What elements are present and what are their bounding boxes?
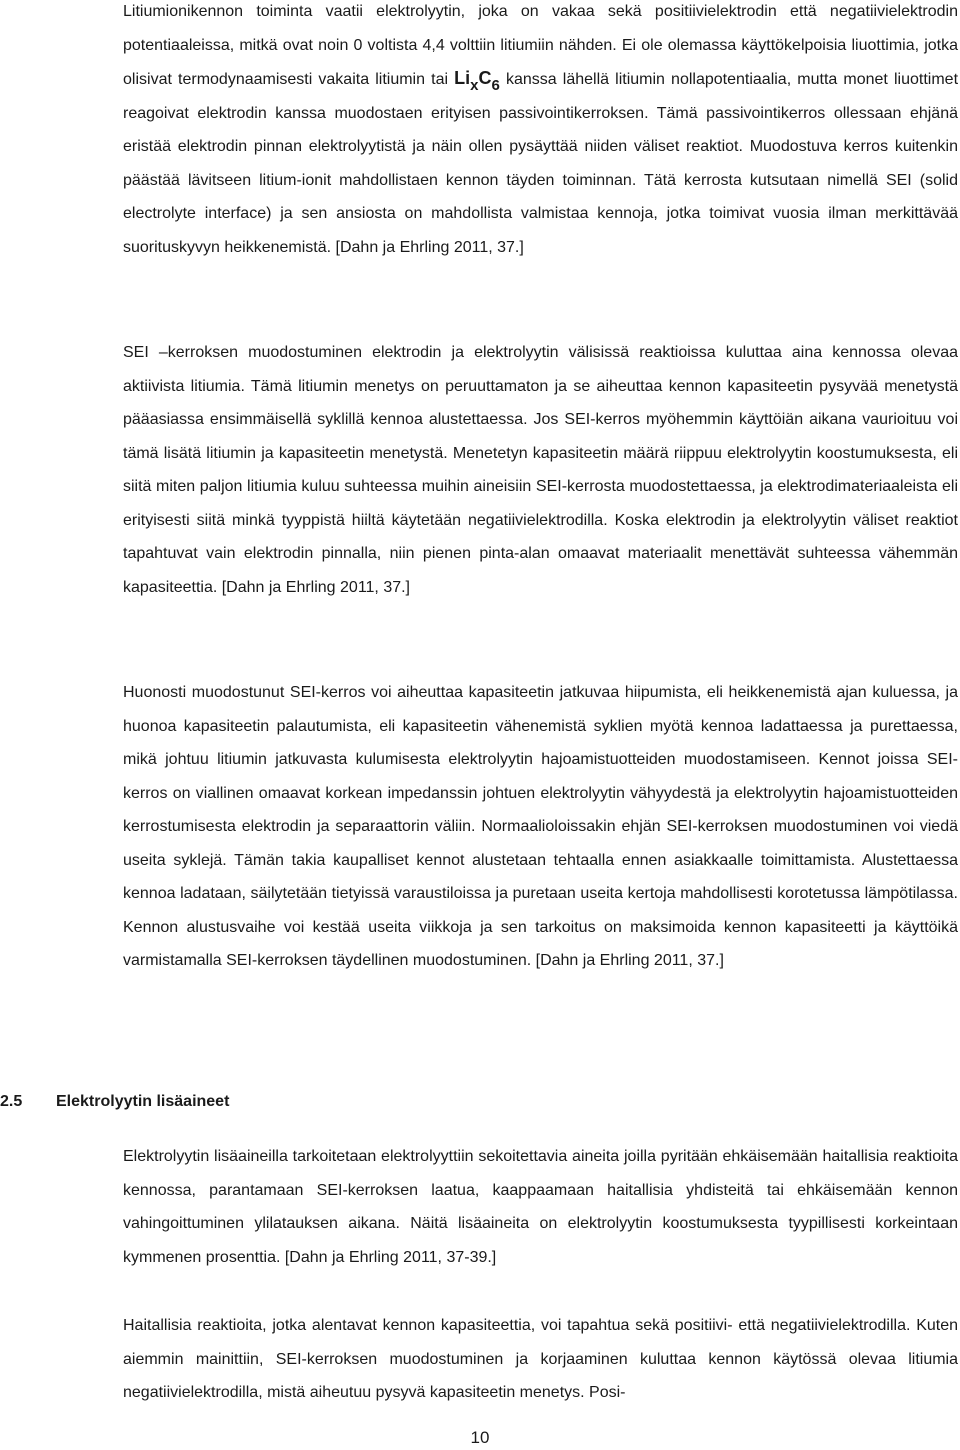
- section-heading: [0, 1087, 600, 1117]
- paragraph-poor-sei: Huonosti muodostunut SEI-kerros voi aiheuttaa kapasiteetin jatkuvaa hiipumista, eli heikkenemistä ajan kuluessa, ja huonoa kapasiteetin palautumista, eli kapasiteetin vähenemistä syklien myötä kennoa ladattaessa ja purettaessa, mikä johtuu litiumin jatkuvasta kulumisesta elektrolyytin hajoamistuotteiden muodostamiseen. Kennot joissa SEI-kerros on viallinen omaavat korkean impedanssin johtuen elektrolyytin vähyydestä ja elektrolyytin hajoamistuotteiden kerrostumisesta elektrodin ja separaattorin väliin. Normaalioloissakin ehjän SEI-kerroksen muodostuminen voi viedä useita syklejä. Tämän takia kaupalliset kennot alustetaan tehtaalla ennen asiakkaalle toimittamista. Alustettaessa kennoa ladataan, säilytetään tietyissä varaustiloissa ja puretaan useita kertoja mahdollisesti korotetussa lämpötilassa. Kennon alustusvaihe voi kestää useita viikkoja ja sen tarkoitus on maksimoida kennon kapasiteetti ja käyttöikä varmistamalla SEI-kerroksen täydellinen muodostuminen. [Dahn ja Ehrling 2011, 37.]: [123, 684, 958, 969]
- section-number: 2.5: [0, 1093, 23, 1110]
- chemical-formula: $Li_xC_6$: [454, 68, 500, 94]
- page-number: 10: [470, 1428, 490, 1447]
- section-title: Elektrolyytin lisäaineet: [56, 1093, 230, 1110]
- paragraph-electrolyte-stability: [123, 0, 958, 264]
- paragraph-additives: Elektrolyytin lisäaineilla tarkoitetaan elektrolyyttiin sekoitettavia aineita joilla pyritään ehkäisemään haitallisia reaktioita kennossa, parantamaan SEI-kerroksen laatua, kaappaamaan haitallisia yhdisteitä tai ehkäisemään kennon vahingoittuminen ylilatauksen aikana. Näitä lisäaineita on elektrolyytin koostumuksesta tyypillisesti korkeintaan kymmenen prosenttia. [Dahn ja Ehrling 2011, 37-39.]: [123, 1148, 958, 1266]
- paragraph-text: kanssa lähellä litiumin nollapotentiaalia, mutta monet liuottimet reagoivat elektrodin kanssa muodostaen erityisen passivointikerroksen. Tämä passivointikerros ollessaan ehjänä eristää elektrodin pinnan elektrolyytistä ja näin ollen pysäyttää niiden väliset reaktiot. Muodostuva kerros kuitenkin päästää lävitseen litium-ionit mahdollistaen kennon täyden toiminnan. Tätä kerrosta kutsutaan nimellä SEI (solid electrolyte interface) ja sen ansiosta on mahdollista valmistaa kennoja, jotka toimivat vuosia ilman merkittävää suorituskyvyn heikkenemistä. [Dahn ja Ehrling 2011, 37.]: [123, 71, 959, 256]
- paragraph-text: Litiumionikennon toiminta vaatii elektrolyytin, joka on vakaa sekä positiivielektrodin että negatiivielektrodin potentiaaleissa, mitkä ovat noin 0 voltista 4,4 volttiin litiumiin nähden. Ei ole olemassa käyttökelpoisia liuottimia, jotka olisivat termodynaamisesti vakaita litiumin tai: [123, 3, 958, 88]
- paragraph-sei-formation: SEI –kerroksen muodostuminen elektrodin ja elektrolyytin välisissä reaktioissa kuluttaa aina kennossa olevaa aktiivista litiumia. Tämä litiumin menetys on peruuttamaton ja se aiheuttaa kennon kapasiteetin pysyvää menetystä pääasiassa ensimmäisellä syklillä kennoa alustettaessa. Jos SEI-kerros myöhemmin käyttöiän aikana vaurioituu voi tämä lisätä litiumin ja kapasiteetin menetystä. Menetetyn kapasiteetin määrä riippuu elektrolyytin koostumuksesta, eli siitä miten paljon litiumia kuluu suhteessa muihin aineisiin SEI-kerrosta muodostettaessa, ja elektrodimateriaaleista eli erityisesti siitä minkä tyyppistä hiiltä käytetään negatiivielektrodilla. Koska elektrodin ja elektrolyytin väliset reaktiot tapahtuvat vain elektrodin pinnalla, niin pienen pinta-alan omaavat materiaalit menettävät suhteessa vähemmän kapasiteettia. [Dahn ja Ehrling 2011, 37.]: [123, 344, 958, 596]
- paragraph-harmful-reactions: Haitallisia reaktioita, jotka alentavat kennon kapasiteettia, voi tapahtua sekä positiivi- että negatiivielektrodilla. Kuten aiemmin mainittiin, SEI-kerroksen muodostuminen ja korjaaminen kuluttaa kennon käytössä olevaa litiumia negatiivielektrodilla, mistä aiheutuu pysyvä kapasiteetin menetys. Posi-: [123, 1317, 958, 1401]
